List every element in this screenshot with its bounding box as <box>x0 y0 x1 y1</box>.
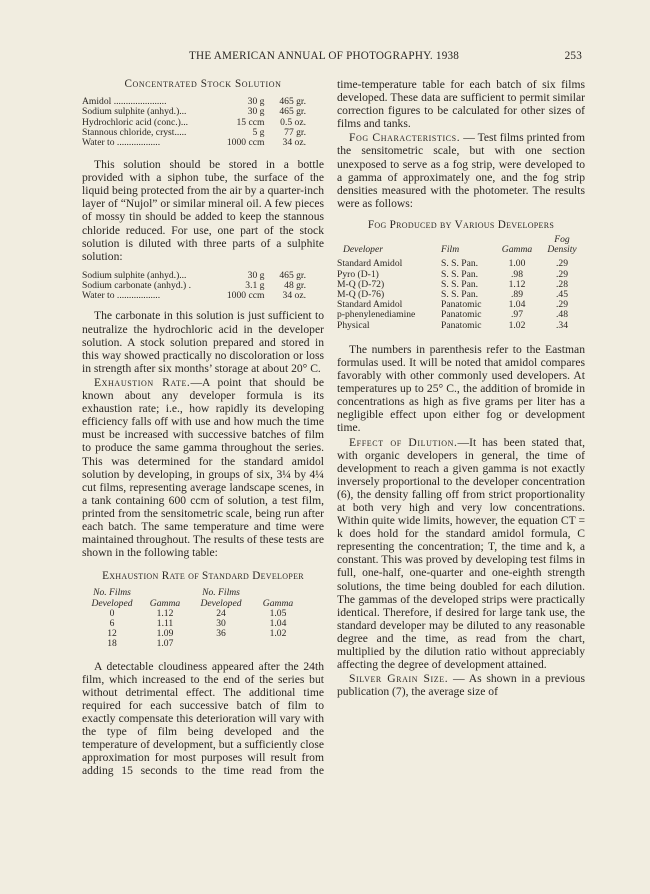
ingredient-name: Hydrochloric acid (conc.)... <box>82 116 189 128</box>
stock-row <box>82 138 306 148</box>
gamma-value: 1.12 <box>508 278 526 290</box>
developer-name: M-Q (D-72) <box>337 278 385 290</box>
metric-amount: 5 g <box>252 126 265 138</box>
gamma-value: 1.04 <box>508 299 526 311</box>
cloudiness-paragraph: A detectable cloudiness appeared after the 24th film, which increased to the end of the series but without detrimental effect. The additional time required for each successive batch of film to exactly compensate this deterioration will vary with the type of film being developed and the temperature of development, but a sufficiently close approximation for most purposes will result from adding 15 seconds to the time read from the <box>82 659 324 778</box>
carbonate-paragraph: The carbonate in this solution is just sufficient to neutralize the hydrochloric acid in the developer solution. A stock solution prepared and stored in this way showed practically no discoloration or loss in strength after six months’ storage at about 20° C. <box>82 309 324 375</box>
films-header-2b: Developed <box>200 597 242 609</box>
english-amount: 465 gr. <box>279 96 306 108</box>
exhaustion-text: —A point that should be known about any developer formula is its exhaustion rate; i.e., how rapidly its developing efficiency falls off with use and how much the time must be increased with successive batches of film to produce the same gamma throughout the series. This was determined for the standard amidol solution by developing, in groups of six, 3¼ by 4¼ cut films, representing average landscape scenes, in a tank containing 600 ccm of solution, a test film, printed from the sensitometric scale, being run after each batch. The same temperature and time were maintained throughout. The results of these tests are shown in the following table: <box>82 375 324 560</box>
gamma-value: 1.07 <box>156 638 174 650</box>
gamma-value: .89 <box>511 289 523 301</box>
film-name: Panatomic <box>441 309 482 321</box>
metric-amount: 30 g <box>247 269 265 281</box>
gamma-value: 1.02 <box>269 628 287 640</box>
gamma-value: 1.04 <box>269 617 287 629</box>
film-name: S. S. Pan. <box>441 289 479 301</box>
dilution-paragraph <box>337 436 585 672</box>
fog-density: .29 <box>556 299 568 311</box>
sulphite-solution-table <box>82 271 306 302</box>
fog-header-1: Fog <box>554 234 570 246</box>
film-name: Panatomic <box>441 319 482 331</box>
gamma-value: 1.00 <box>508 258 526 270</box>
developer-header: Developer <box>343 244 383 256</box>
film-name: S. S. Pan. <box>441 258 479 270</box>
sulphite-row <box>82 291 306 301</box>
film-header: Film <box>441 244 460 256</box>
films-developed: 12 <box>107 628 117 640</box>
running-header <box>82 50 582 64</box>
english-amount: 34 oz. <box>282 290 306 302</box>
gamma-value: .97 <box>511 309 523 321</box>
metric-amount: 1000 ccm <box>226 290 265 302</box>
cloudiness-paragraph-rest: time-temperature table for each batch of six films developed. These data are sufficient to permit similar correction figures to be calculated for other sizes of films and tanks. <box>337 78 585 131</box>
developer-name: Physical <box>337 319 370 331</box>
films-developed: 24 <box>216 607 226 619</box>
gamma-header: Gamma <box>501 244 533 256</box>
metric-amount: 15 ccm <box>236 116 265 128</box>
stock-row <box>82 107 306 117</box>
metric-amount: 1000 ccm <box>226 136 265 148</box>
silver-lead: Silver Grain Size. <box>349 672 449 686</box>
left-column <box>82 78 324 777</box>
exhaustion-row <box>88 629 308 639</box>
fog-row <box>337 321 585 331</box>
storage-paragraph: This solution should be stored in a bottle provided with a siphon tube, the surface of the liquid being protected from the air by a quarter-inch layer of “Nujol” or similar mineral oil. A few pieces of mossy tin should be added to keep the stannous chloride reduced. For use, one part of the stock solution is diluted with three parts of a sulphite solution: <box>82 158 324 263</box>
dilution-text: —It has been stated that, with organic developers in general, the time of development to reach a given gamma is not exactly inversely proportional to the developer concentration (6), the density falling off from strict proportionality at both very high and very low concentrations. Within quite wide limits, however, the equation CT = k does hold for the standard amidol formula, C representing the concentration; T, the time and k, a constant. This was proved by developing test films in full, one-half, one-quarter and one-eighth strength solutions, the time being doubled for each dilution. The gammas of the developed strips were practically identical. Therefore, if desired for large tank use, the standard developer may be diluted to any reasonable degree and the time, as read from the chart, multiplied by the dilution ratio without appreciably affecting the degree of development attained. <box>337 435 585 672</box>
gamma-header-a: Gamma <box>149 597 181 609</box>
dilution-lead: Effect of Dilution. <box>349 435 458 449</box>
gamma-value: .98 <box>511 268 523 280</box>
cloudiness-paragraph-continued <box>337 78 585 130</box>
fog-density: .29 <box>556 258 568 270</box>
stock-solution-table <box>82 97 306 148</box>
fog-paragraph <box>337 131 585 210</box>
gamma-value: 1.02 <box>508 319 526 331</box>
exhaustion-table <box>88 588 308 649</box>
films-header-1b: No. Films <box>202 587 240 599</box>
film-name: Panatomic <box>441 299 482 311</box>
fog-density: .29 <box>556 268 568 280</box>
english-amount: 0.5 oz. <box>280 116 306 128</box>
gamma-value: 1.12 <box>156 607 174 619</box>
exhaustion-table-heading: Exhaustion Rate of Standard Developer <box>102 570 304 583</box>
fog-table <box>337 235 585 331</box>
film-name: S. S. Pan. <box>441 268 479 280</box>
exhaustion-row <box>88 639 308 649</box>
english-amount: 465 gr. <box>279 106 306 118</box>
fog-table-heading: Fog Produced by Various Developers <box>367 218 555 231</box>
fog-density: .28 <box>556 278 568 290</box>
header-title: THE AMERICAN ANNUAL OF PHOTOGRAPHY. 1938 <box>189 50 460 62</box>
developer-name: Standard Amidol <box>337 299 403 311</box>
films-developed: 6 <box>109 617 115 629</box>
films-developed: 30 <box>216 617 226 629</box>
gamma-value: 1.09 <box>156 628 174 640</box>
films-developed: 0 <box>109 607 115 619</box>
english-amount: 465 gr. <box>279 269 306 281</box>
ingredient-name: Stannous chloride, cryst..... <box>82 126 187 138</box>
english-amount: 34 oz. <box>282 136 306 148</box>
metric-amount: 30 g <box>247 96 265 108</box>
films-developed: 36 <box>216 628 226 640</box>
page-number: 253 <box>564 50 582 62</box>
fog-density: .34 <box>556 319 568 331</box>
metric-amount: 30 g <box>247 106 265 118</box>
developer-name: Standard Amidol <box>337 258 403 270</box>
films-developed: 18 <box>107 638 117 650</box>
ingredient-name: Sodium carbonate (anhyd.) . <box>82 280 191 292</box>
film-name: S. S. Pan. <box>441 278 479 290</box>
english-amount: 48 gr. <box>284 280 306 292</box>
films-header-1a: No. Films <box>93 587 131 599</box>
ingredient-name: Sodium sulphite (anhyd.)... <box>82 269 187 281</box>
ingredient-name: Water to .................. <box>82 290 161 302</box>
fog-density: .45 <box>556 289 568 301</box>
fog-text: — Test films printed from the sensitometric scale, but with one section unexposed to serve as a fog strip, were developed to a gamma of approximately one, and the fog strip densities measured with the photometer. The results were as follows: <box>337 131 585 210</box>
ingredient-name: Water to .................. <box>82 136 161 148</box>
stock-solution-heading: Concentrated Stock Solution <box>124 78 282 90</box>
silver-paragraph <box>337 672 585 698</box>
ingredient-name: Sodium sulphite (anhyd.)... <box>82 106 187 118</box>
right-column <box>337 78 585 698</box>
english-amount: 77 gr. <box>284 126 306 138</box>
exhaustion-paragraph <box>82 376 324 559</box>
gamma-value: 1.11 <box>156 617 174 629</box>
numbers-paragraph: The numbers in parenthesis refer to the Eastman formulas used. It will be noted that amidol compares favorably with other commonly used developers. At temperatures up to 25° C., the addition of bromide in concentrations as high as five grams per liter has a negligible effect upon either fog or development time. <box>337 342 585 435</box>
developer-name: Pyro (D-1) <box>337 268 379 280</box>
fog-header-2: Density <box>547 244 577 256</box>
silver-text: — As shown in a previous publication (7), the average size of <box>337 672 585 699</box>
ingredient-name: Amidol ...................... <box>82 96 167 108</box>
films-header-2a: Developed <box>91 597 133 609</box>
exhaustion-lead: Exhaustion Rate. <box>94 375 191 389</box>
gamma-header-b: Gamma <box>262 597 294 609</box>
developer-name: p-phenylenediamine <box>337 309 416 321</box>
fog-lead: Fog Characteristics. <box>349 131 461 145</box>
gamma-value: 1.05 <box>269 607 287 619</box>
metric-amount: 3.1 g <box>245 280 265 292</box>
developer-name: M-Q (D-76) <box>337 289 385 301</box>
fog-density: .48 <box>556 309 568 321</box>
